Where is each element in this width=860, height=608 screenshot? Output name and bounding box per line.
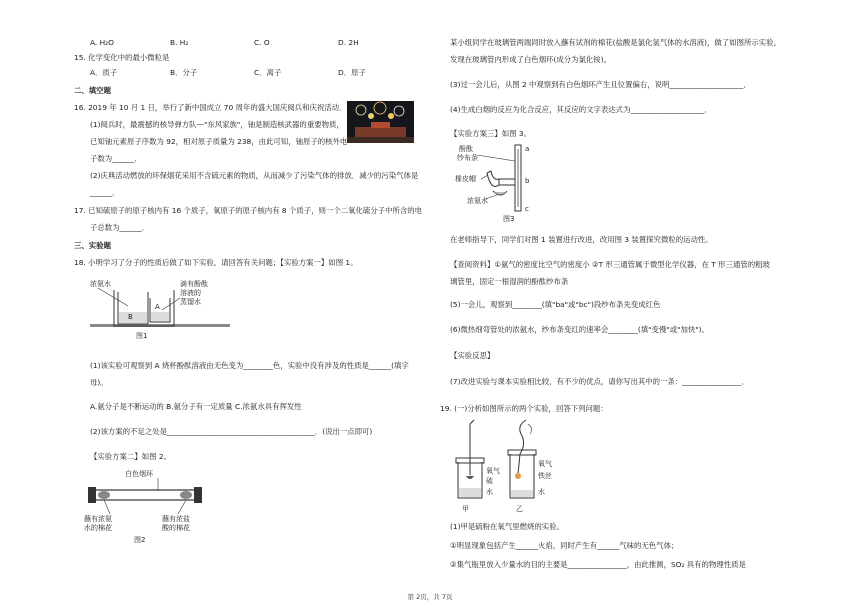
fig3-label-c: c [525, 205, 529, 213]
q16-line6: ______． [90, 188, 120, 197]
q16-line3: 已知铀元素原子序数为 92，相对原子质量为 238，由此可知，铀原子的核外电 [90, 137, 348, 146]
fig1-caption: 图1 [136, 332, 148, 340]
fig3-label-phenol: 酚酞 [459, 145, 473, 153]
q17-line2: 子总数为______． [90, 223, 150, 232]
q18-line4: A.氨分子是不断运动的 B.氨分子有一定质量 C.浓氨水具有挥发性 [90, 402, 302, 411]
r-line2: 发现在玻璃管内形成了白色烟环(成分为氯化铵)。 [450, 55, 611, 64]
fig4-label-iron: 铁丝 [538, 472, 552, 480]
r-line16: ②集气瓶里放入少量水的目的主要是________________，由此推测，SO₂ 具有的物理性质是 [450, 560, 746, 569]
q14-option-b: B. H₂ [170, 38, 189, 47]
q15-option-b: B．分子 [170, 68, 198, 77]
fig2-label-smoke: 白色烟环 [125, 470, 153, 478]
q14-option-c: C. O [254, 38, 270, 47]
fig2-label-hcl2: 酸的棉花 [162, 524, 190, 532]
q14-option-a: A. H₂O [90, 38, 114, 47]
fig1-label-phenol1: 滴有酚酞 [180, 280, 208, 288]
r-line5: 【实验方案三】如图 3。 [450, 129, 531, 138]
q18-line1: 18. 小明学习了分子的性质后做了如下实验，请回答有关问题；【实验方案一】如图 1。 [74, 258, 358, 267]
figure-3-t-tube [455, 141, 535, 225]
q16-line4: 子数为______． [90, 154, 142, 163]
fig1-label-b: B [128, 313, 133, 321]
r-line4: (4)生成白烟的反应为化合反应，其反应的文字表达式为____________________． [450, 105, 712, 114]
section-exp-heading: 三、实验题 [74, 241, 111, 250]
r-line10: (6)微热细弯管处的浓氨水，纱布条变红的速率会________(填"变慢"或"加快")。 [450, 325, 709, 334]
q15-stem: 15. 化学变化中的最小微粒是 [74, 53, 170, 62]
r-line1: 某小组同学在玻璃管两端同时放入蘸有试剂的棉花(盐酸是氯化氢气体的水溶液)，做了如图所示实验， [450, 38, 781, 47]
fig1-label-phenol2: 溶液的 [180, 289, 201, 297]
r-line11: 【实验反思】 [450, 351, 495, 360]
q18-line2: (1)该实验可观察到 A 烧杯酚酞溶液由无色变为________色，实验中没有涉及的性质是______(填字 [90, 361, 409, 370]
r-line7: 【查阅资料】①氨气的密度比空气的密度小 ②T 形三通管属于微型化学仪器，在 T 形三通管的粗玻 [450, 260, 770, 269]
fig4-label-water1: 水 [486, 488, 493, 496]
fig2-label-ammonia2: 水的棉花 [84, 524, 112, 532]
fig4-label-sulfur: 硫 [486, 477, 493, 485]
fig3-label-a: a [525, 145, 530, 153]
fig4-label-oxygen2: 氧气 [538, 460, 552, 468]
r-line15: ①明显现象包括产生______火焰，同时产生有______气味的无色气体； [450, 541, 679, 550]
fig4-caption-jia: 甲 [462, 505, 469, 513]
q15-option-d: D．原子 [338, 68, 366, 77]
fig3-label-b: b [525, 177, 530, 185]
q15-option-a: A．质子 [90, 68, 118, 77]
q18-line5: (2)该方案的不足之处是________________________________________．(说出一点即可) [90, 427, 373, 436]
r-line3: (3)过一会儿后，从图 2 中观察到有白色烟环产生且位置偏右，说明____________________． [450, 80, 751, 89]
fig1-label-a: A [155, 303, 160, 311]
fig4-label-oxygen1: 氧气 [486, 467, 500, 475]
q15-option-c: C．离子 [254, 68, 282, 77]
fig3-label-cap: 橡皮帽 [455, 175, 476, 183]
fig4-label-water2: 水 [538, 488, 545, 496]
fig3-label-ammonia: 浓氨水 [467, 197, 488, 205]
fig3-caption: 图3 [503, 215, 515, 223]
r-line9: (5)一会儿，观察到________(填"ba"或"bc")段纱布条先变成红色 [450, 300, 661, 309]
q17-line1: 17. 已知硫原子的原子核内有 16 个质子，氧原子的原子核内有 8 个质子，则一个二氧化硫分子中所含的电 [74, 206, 423, 215]
r-line6: 在老师指导下，同学们对图 1 装置进行改进，改用图 3 装置探究微粒的运动性。 [450, 235, 713, 244]
q16-line1: 16. 2019 年 10 月 1 日，举行了新中国成立 70 周年的盛大国庆阅兵和庆祝活动． [74, 103, 347, 112]
q18-line6: 【实验方案二】如图 2。 [90, 452, 171, 461]
q18-line3: 母)。 [90, 378, 108, 387]
r-line14: (1)甲是硫粉在氧气里燃烧的实验。 [450, 522, 564, 531]
q16-line5: (2)庆典活动燃放的环保烟花采用不含硫元素的物质，从而减少了污染气体的排放．减少的污染气体是 [90, 171, 419, 180]
figure-2-tube [80, 466, 220, 544]
r-line8: 璃管里，固定一根湿润的酚酞纱布条 [450, 277, 569, 286]
fig2-label-hcl1: 蘸有浓盐 [162, 515, 190, 523]
figure-1-beakers [88, 276, 233, 340]
r-line13: 19. (一)分析如图所示的两个实验，回答下列问题： [440, 404, 608, 413]
fig1-label-phenol3: 蒸馏水 [180, 298, 201, 306]
fig2-label-ammonia1: 蘸有浓氨 [84, 515, 112, 523]
fig1-label-ammonia: 浓氨水 [90, 280, 111, 288]
fireworks-photo [347, 101, 414, 143]
fig3-label-gauze: 纱布条 [457, 154, 478, 162]
q14-option-d: D. 2H [338, 38, 359, 47]
figure-combustion [450, 418, 570, 514]
q16-line2: (1)阅兵时，最震撼的核导弹方队—"东风家族"，铀是制造核武器的重要物质， [90, 120, 344, 129]
r-line12: (7)改进实验与课本实验相比较，有不少的优点，请你写出其中的一条：________________． [450, 377, 749, 386]
fig4-caption-yi: 乙 [516, 505, 523, 513]
fig2-caption: 图2 [134, 536, 146, 544]
section-fill-heading: 二、填空题 [74, 86, 111, 95]
page-footer: 第 2页，共 7页 [407, 593, 453, 601]
